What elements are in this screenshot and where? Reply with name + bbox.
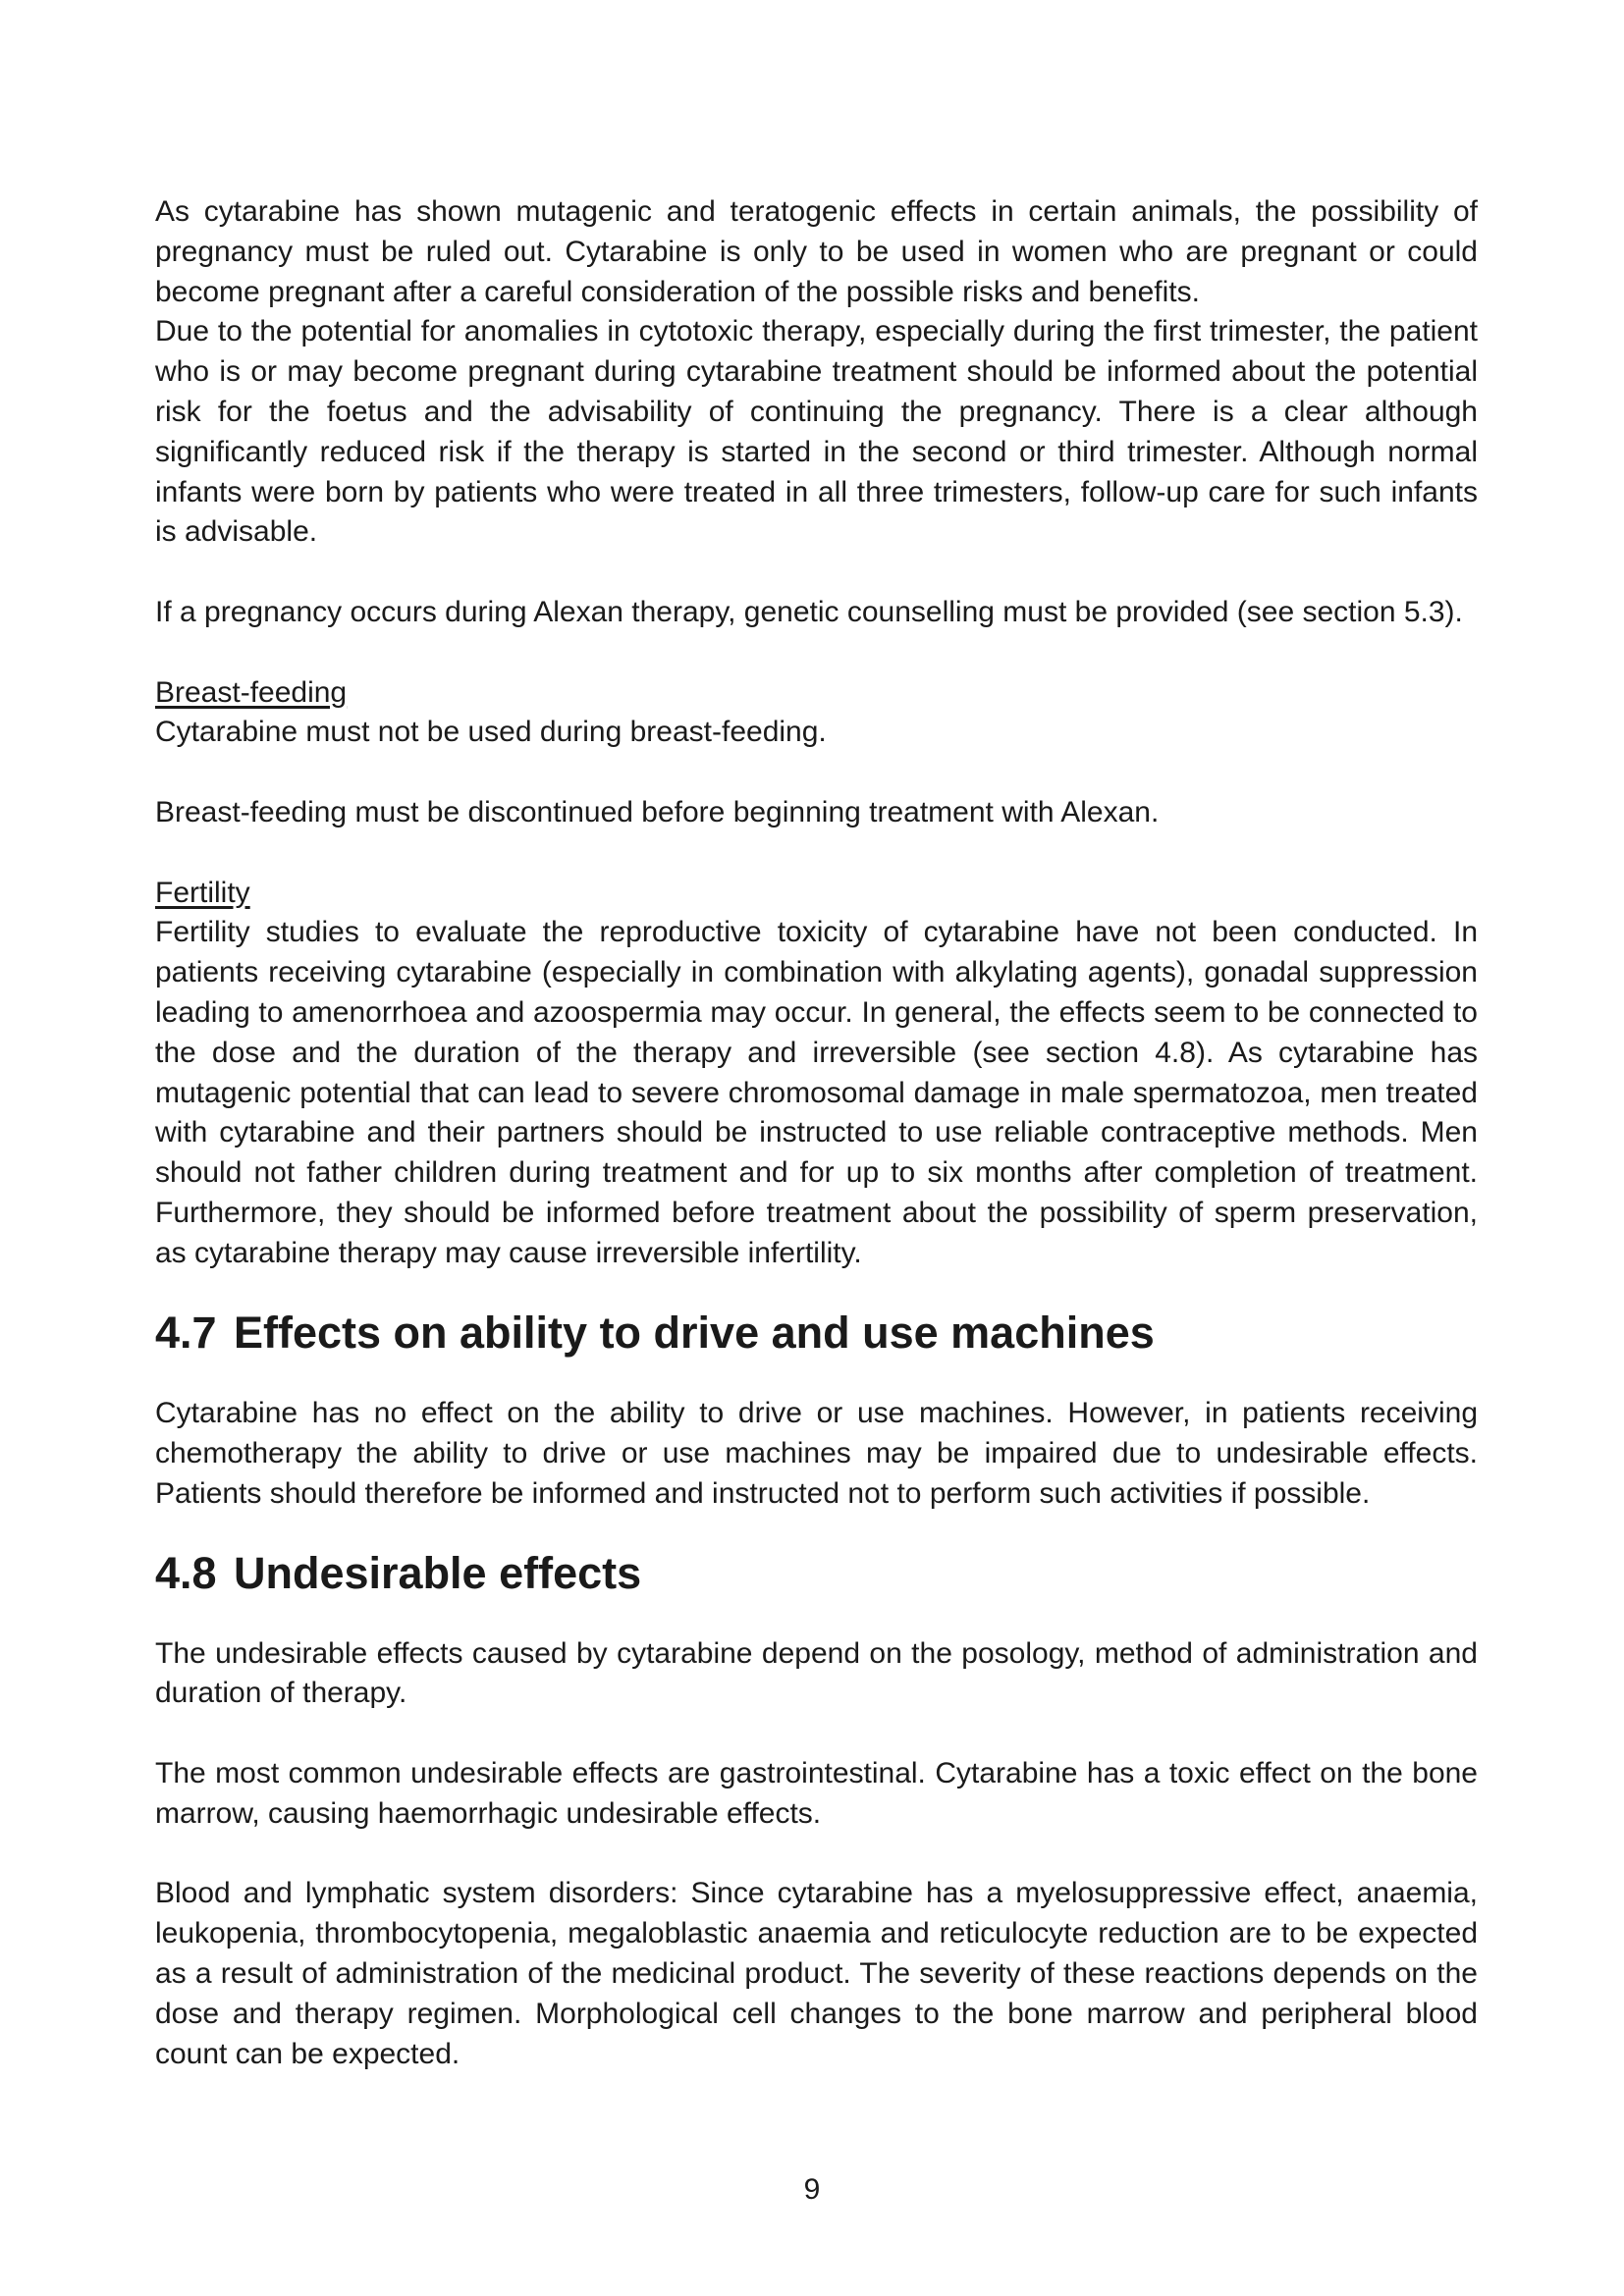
paragraph-spacer xyxy=(155,1594,1478,1634)
paragraph-spacer xyxy=(155,833,1478,874)
fertility-paragraph-1: Fertility studies to evaluate the reproductive toxicity of cytarabine have not been conducted. In patients receiving cytarabine (especially in combination with alkylating agents), gonadal suppression leading to amenorrhoea and azoospermia may occur. In general, the effects seem to be connected to the dose and the duration of the therapy and irreversible (see section 4.8). As cytarabine has mutagenic potential that can lead to severe chromosomal damage in male spermatozoa, men treated with cytarabine and their partners should be instructed to use reliable contraceptive methods. Men should not father children during treatment and for up to six months after completion of treatment. Furthermore, they should be informed before treatment about the possibility of sperm preservation, as cytarabine therapy may cause irreversible infertility. xyxy=(155,916,1478,1269)
pregnancy-paragraph-3: If a pregnancy occurs during Alexan therapy, genetic counselling must be provided (see section 5.3). xyxy=(155,595,1463,628)
section-4-7-heading xyxy=(155,1308,1478,1359)
breastfeeding-paragraph-1: Cytarabine must not be used during breast-feeding. xyxy=(155,716,827,749)
section-4-7-number: 4.7 xyxy=(155,1308,217,1359)
page-number: 9 xyxy=(803,2173,821,2206)
breastfeeding-paragraph-2: Breast-feeding must be discontinued before beginning treatment with Alexan. xyxy=(155,795,1160,828)
paragraph-spacer xyxy=(155,633,1478,673)
section-4-8-paragraph-3: Blood and lymphatic system disorders: Since cytarabine has a myelosuppressive effect, anaemia, leukopenia, thrombocytopenia, megaloblastic anaemia and reticulocyte reduction are to be expected as a result of administration of the medicinal product. The severity of these reactions depends on the dose and therapy regimen. Morphological cell changes to the bone marrow and peripheral blood count can be expected. xyxy=(155,1877,1478,2070)
section-4-8-heading xyxy=(155,1548,1478,1599)
breastfeeding-subheading: Breast-feeding xyxy=(155,675,348,709)
paragraph-spacer xyxy=(155,1714,1478,1754)
paragraph-spacer xyxy=(155,1354,1478,1394)
fertility-subheading: Fertility xyxy=(155,876,250,909)
section-4-8-paragraph-2: The most common undesirable effects are gastrointestinal. Cytarabine has a toxic effect on the bone marrow, causing haemorrhagic undesirable effects. xyxy=(155,1757,1478,1830)
pregnancy-paragraph-1: As cytarabine has shown mutagenic and teratogenic effects in certain animals, the possibility of pregnancy must be ruled out. Cytarabine is only to be used in women who are pregnant or could become pregnant after a careful consideration of the possible risks and benefits. xyxy=(155,195,1478,308)
pregnancy-paragraph-2: Due to the potential for anomalies in cytotoxic therapy, especially during the first trimester, the patient who is or may become pregnant during cytarabine treatment should be informed about the potential risk for the foetus and the advisability of continuing the pregnancy. There is a clear although significantly reduced risk if the therapy is started in the second or third trimester. Although normal infants were born by patients who were treated in all three trimesters, follow-up care for such infants is advisable. xyxy=(155,315,1478,549)
section-4-8-number: 4.8 xyxy=(155,1548,217,1599)
paragraph-spacer xyxy=(155,753,1478,793)
section-4-8-paragraph-1: The undesirable effects caused by cytarabine depend on the posology, method of administration and duration of therapy. xyxy=(155,1636,1478,1710)
paragraph-spacer xyxy=(155,553,1478,593)
section-4-8-title: Undesirable effects xyxy=(234,1548,642,1599)
page-body xyxy=(155,192,1478,2074)
section-4-7-paragraph-1: Cytarabine has no effect on the ability to drive or use machines. However, in patients receiving chemotherapy the ability to drive or use machines may be impaired due to undesirable effects. Patients should therefore be informed and instructed not to perform such activities if possible. xyxy=(155,1396,1478,1510)
section-4-7-title: Effects on ability to drive and use machines xyxy=(234,1308,1155,1359)
paragraph-spacer xyxy=(155,1835,1478,1875)
